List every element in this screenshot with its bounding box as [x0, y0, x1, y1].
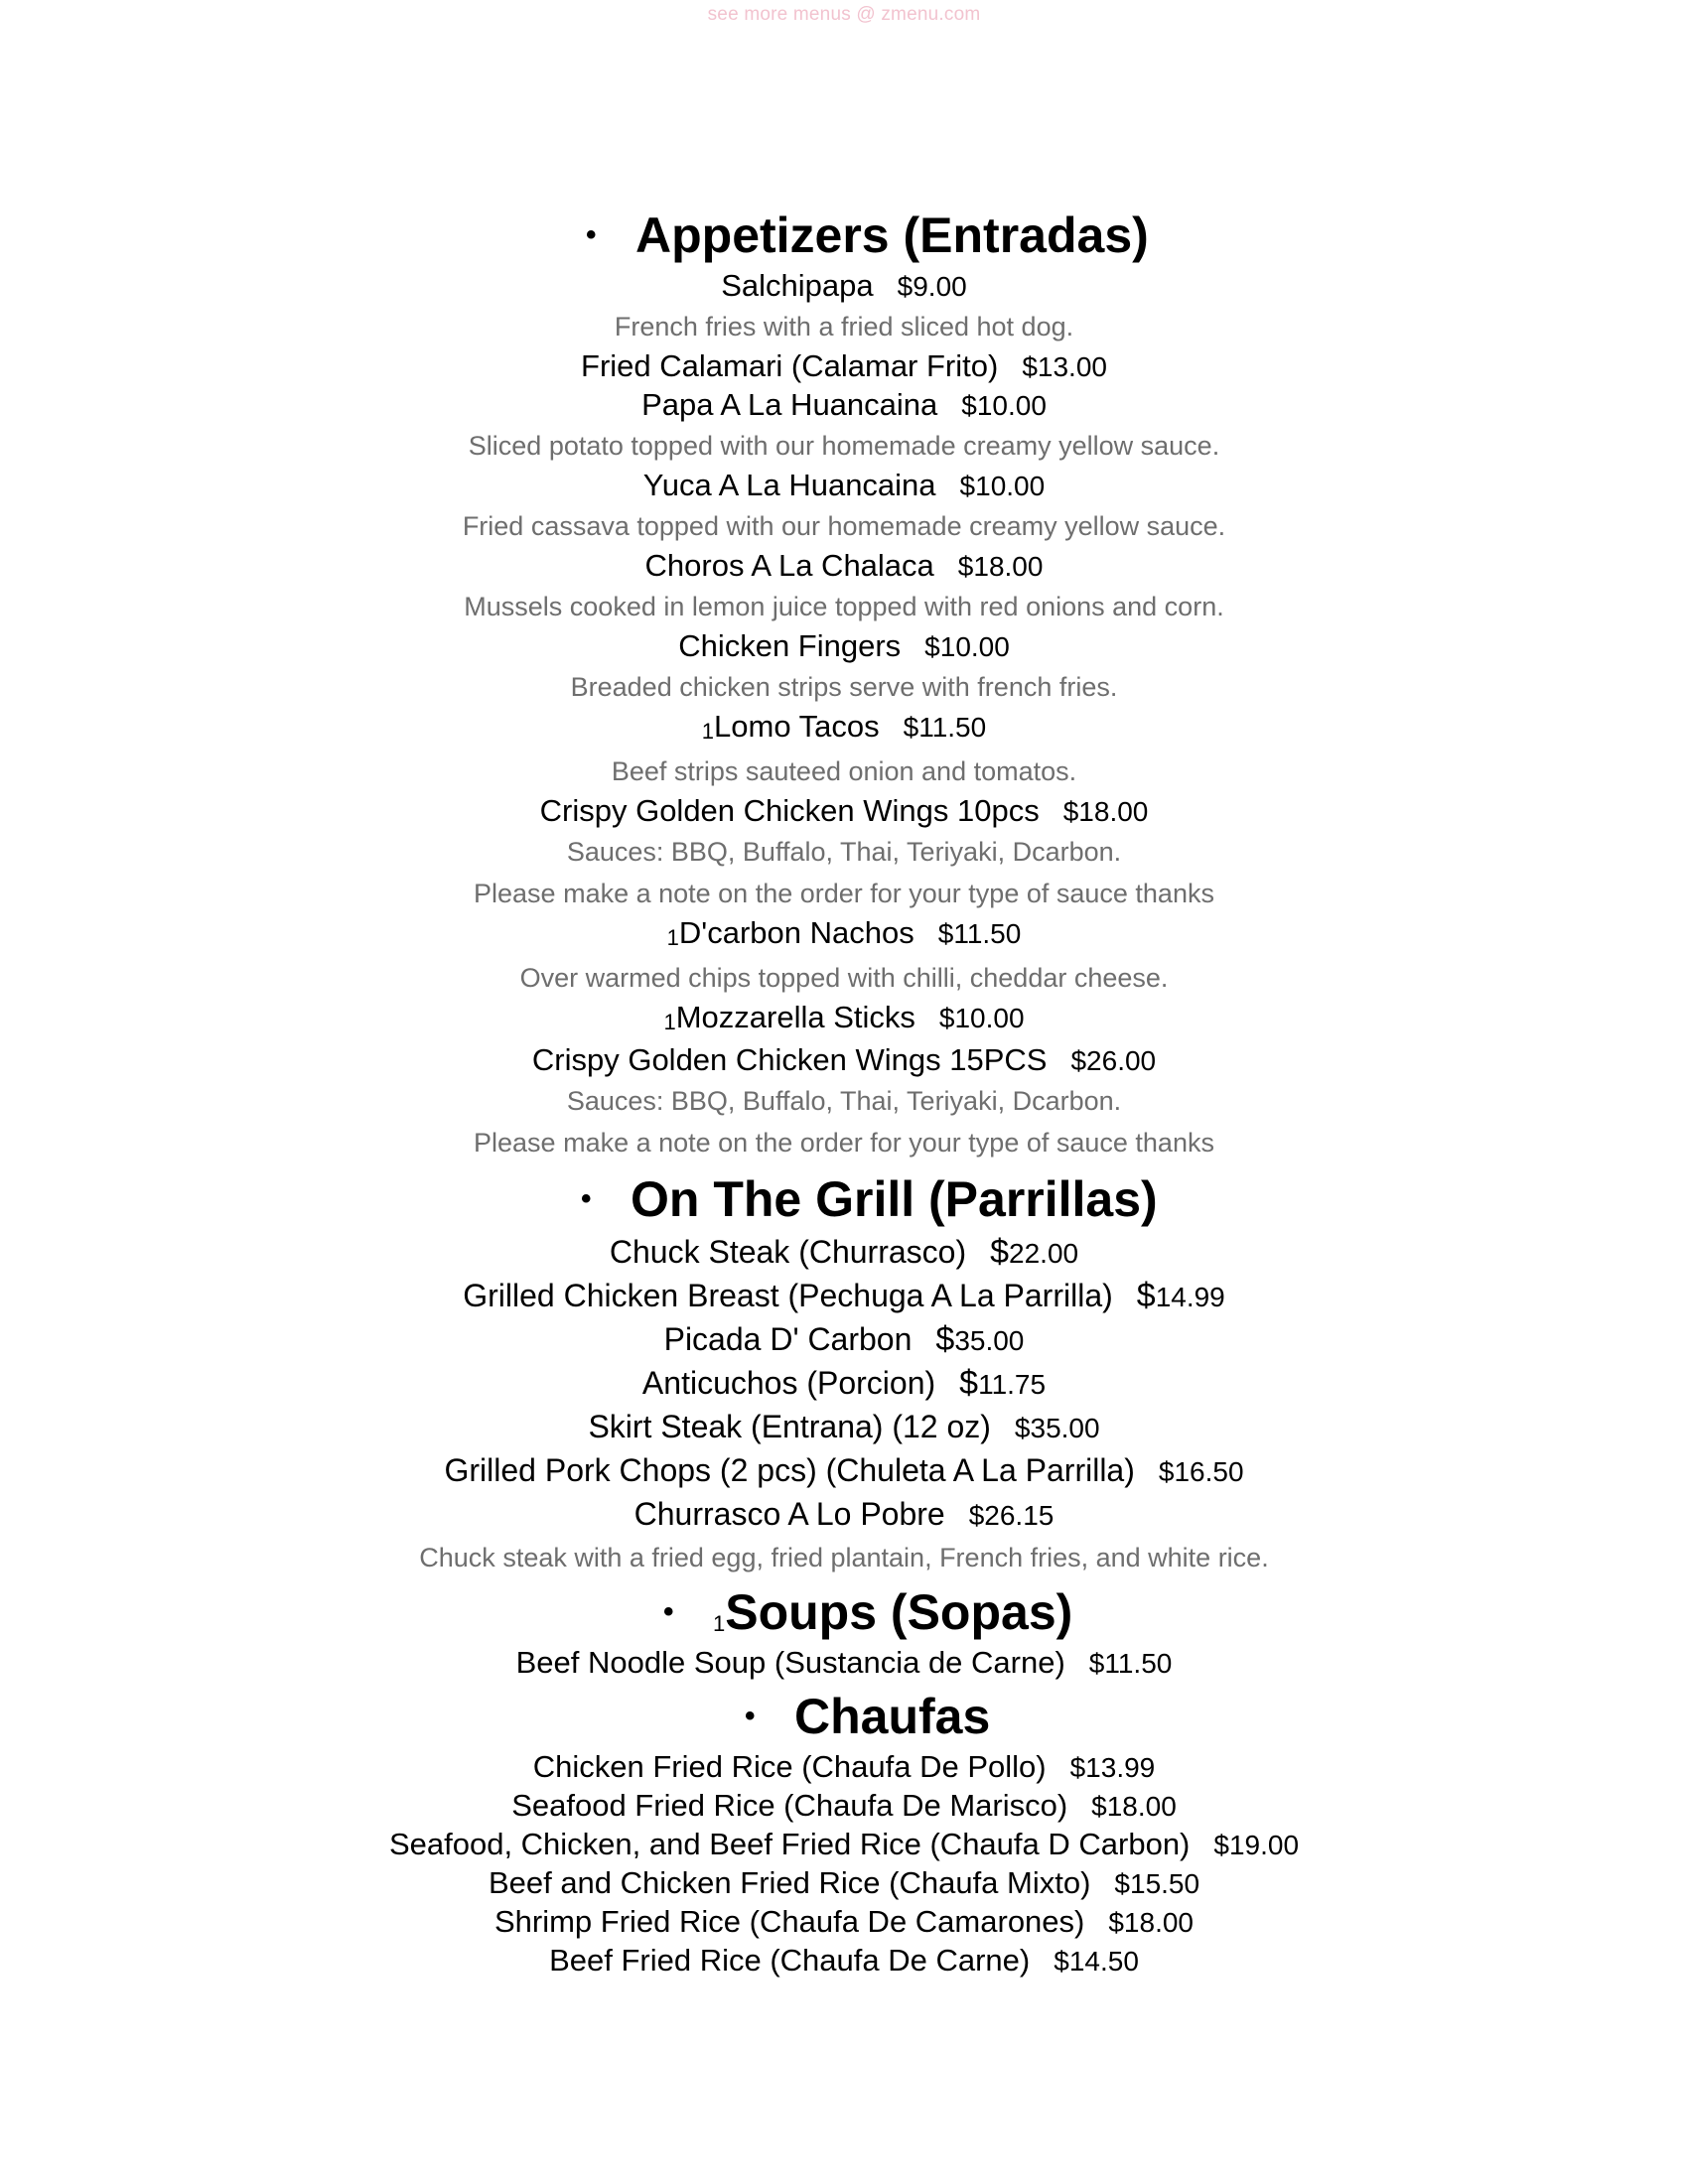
section-heading-appetizers	[0, 204, 1688, 267]
item-price: $26.15	[968, 1500, 1055, 1531]
menu-item	[0, 999, 1688, 1041]
item-name: Chicken Fried Rice (Chaufa De Pollo)	[532, 1749, 1047, 1784]
menu-item	[0, 1231, 1688, 1275]
menu-item	[0, 914, 1688, 957]
item-description: Please make a note on the order for your type of sauce thanks	[474, 879, 1214, 908]
item-price	[1136, 1277, 1225, 1314]
menu-item	[0, 1903, 1688, 1942]
item-price: $10.00	[959, 471, 1046, 501]
menu-item	[0, 792, 1688, 831]
item-price: $18.00	[957, 551, 1044, 582]
price-number: 14.99	[1155, 1282, 1225, 1312]
price-number: 11.75	[978, 1369, 1047, 1400]
item-price	[990, 1233, 1079, 1271]
item-name: Lomo Tacos	[714, 709, 880, 744]
item-name: Yuca A La Huancaina	[642, 468, 936, 502]
menu-item	[0, 267, 1688, 306]
section-heading-soups	[0, 1580, 1688, 1644]
item-name: Seafood Fried Rice (Chaufa De Marisco)	[511, 1788, 1068, 1823]
section-title: On The Grill (Parrillas)	[631, 1171, 1158, 1227]
item-name: Shrimp Fried Rice (Chaufa De Camarones)	[493, 1904, 1085, 1939]
item-name: Mozzarella Sticks	[675, 1000, 915, 1034]
item-name: Skirt Steak (Entrana) (12 oz)	[588, 1409, 991, 1444]
bullet-icon: •	[581, 1182, 592, 1215]
price-sign: $	[959, 1364, 979, 1402]
menu-item	[0, 347, 1688, 386]
item-name: Beef Noodle Soup (Sustancia de Carne)	[515, 1645, 1065, 1680]
item-description: Breaded chicken strips serve with french fries.	[570, 672, 1118, 702]
item-description: Fried cassava topped with our homemade creamy yellow sauce.	[462, 511, 1226, 541]
menu-item	[0, 708, 1688, 751]
appetizers-list	[0, 267, 1688, 1163]
item-description: Over warmed chips topped with chilli, cheddar cheese.	[519, 963, 1169, 993]
item-price: $11.50	[937, 918, 1022, 949]
item-name: Chuck Steak (Churrasco)	[609, 1234, 967, 1270]
item-name: D'carbon Nachos	[678, 915, 914, 950]
menu-item	[0, 386, 1688, 425]
section-heading-grill	[0, 1167, 1688, 1231]
item-name: Chicken Fingers	[678, 628, 902, 663]
item-name: Seafood, Chicken, and Beef Fried Rice (Chaufa D Carbon)	[388, 1827, 1191, 1861]
menu-item	[0, 1942, 1688, 1980]
item-price: $10.00	[938, 1003, 1025, 1033]
item-name: Churrasco A Lo Pobre	[633, 1496, 945, 1532]
item-description: Sauces: BBQ, Buffalo, Thai, Teriyaki, Dcarbon.	[566, 837, 1122, 867]
chaufas-list	[0, 1748, 1688, 1980]
item-name: Grilled Chicken Breast (Pechuga A La Parrilla)	[463, 1278, 1113, 1313]
item-price	[935, 1320, 1025, 1358]
bullet-icon: •	[745, 1700, 756, 1732]
item-name: Crispy Golden Chicken Wings 10pcs	[539, 793, 1040, 828]
menu-item	[0, 1318, 1688, 1362]
item-price: $11.50	[1088, 1648, 1173, 1679]
menu-item	[0, 1748, 1688, 1787]
price-number: 35.00	[954, 1325, 1025, 1356]
item-price: $18.00	[1091, 1791, 1177, 1822]
item-description: Chuck steak with a fried egg, fried plantain, French fries, and white rice.	[419, 1543, 1269, 1572]
menu-item	[0, 1362, 1688, 1406]
item-price: $13.99	[1069, 1752, 1156, 1783]
item-price: $18.00	[1062, 796, 1149, 827]
item-price: $14.50	[1054, 1946, 1139, 1977]
price-number: 22.00	[1009, 1238, 1079, 1269]
section-title: Chaufas	[794, 1689, 991, 1744]
item-name: Picada D' Carbon	[663, 1321, 913, 1357]
item-prefix: 1	[666, 925, 679, 950]
menu-item	[0, 1493, 1688, 1537]
item-price: $16.50	[1158, 1456, 1244, 1487]
item-price: $35.00	[1014, 1413, 1100, 1443]
section-title: 1Soups (Sopas)	[713, 1584, 1073, 1640]
item-name: Choros A La Chalaca	[644, 548, 934, 583]
section-title: Appetizers (Entradas)	[635, 207, 1149, 263]
item-price: $9.00	[897, 271, 967, 302]
item-description: Please make a note on the order for your type of sauce thanks	[474, 1128, 1214, 1158]
item-price: $10.00	[961, 390, 1047, 421]
menu-item	[0, 467, 1688, 505]
menu-item	[0, 1826, 1688, 1864]
bullet-icon: •	[586, 218, 597, 251]
item-description: Beef strips sauteed onion and tomatos.	[611, 756, 1077, 786]
item-description: Sauces: BBQ, Buffalo, Thai, Teriyaki, Dcarbon.	[566, 1086, 1122, 1116]
item-price: $15.50	[1114, 1868, 1200, 1899]
item-price: $11.50	[903, 712, 987, 743]
price-sign: $	[1136, 1277, 1156, 1314]
menu-document	[0, 204, 1688, 1980]
item-name: Salchipapa	[721, 268, 874, 303]
item-price: $19.00	[1213, 1830, 1300, 1860]
item-price: $18.00	[1108, 1907, 1194, 1938]
item-name: Fried Calamari (Calamar Frito)	[581, 348, 999, 383]
item-prefix: 1	[663, 1010, 676, 1034]
item-prefix: 1	[701, 719, 715, 744]
item-name: Beef and Chicken Fried Rice (Chaufa Mixto)	[488, 1865, 1091, 1900]
menu-item	[0, 547, 1688, 586]
watermark-link[interactable]: see more menus @ zmenu.com	[707, 4, 981, 25]
item-price: $10.00	[924, 631, 1010, 662]
item-name: Anticuchos (Porcion)	[641, 1365, 936, 1401]
item-description: Mussels cooked in lemon juice topped with red onions and corn.	[464, 592, 1224, 621]
grill-list	[0, 1231, 1688, 1578]
item-price: $13.00	[1022, 351, 1107, 382]
menu-item	[0, 627, 1688, 666]
item-price: $26.00	[1070, 1045, 1157, 1076]
item-name: Grilled Pork Chops (2 pcs) (Chuleta A La Parrilla)	[444, 1452, 1135, 1488]
menu-item	[0, 1449, 1688, 1493]
item-name: Papa A La Huancaina	[641, 387, 938, 422]
item-description: French fries with a fried sliced hot dog.	[614, 312, 1074, 341]
item-name: Beef Fried Rice (Chaufa De Carne)	[549, 1943, 1031, 1978]
item-description: Sliced potato topped with our homemade creamy yellow sauce.	[468, 431, 1220, 461]
item-name: Crispy Golden Chicken Wings 15PCS	[531, 1042, 1048, 1077]
menu-item	[0, 1041, 1688, 1080]
price-sign: $	[990, 1233, 1010, 1271]
price-sign: $	[935, 1320, 955, 1358]
menu-item	[0, 1864, 1688, 1903]
menu-item	[0, 1406, 1688, 1449]
bullet-icon: •	[663, 1595, 674, 1628]
menu-item	[0, 1787, 1688, 1826]
item-price	[959, 1364, 1047, 1402]
menu-item	[0, 1275, 1688, 1318]
section-heading-chaufas	[0, 1685, 1688, 1748]
